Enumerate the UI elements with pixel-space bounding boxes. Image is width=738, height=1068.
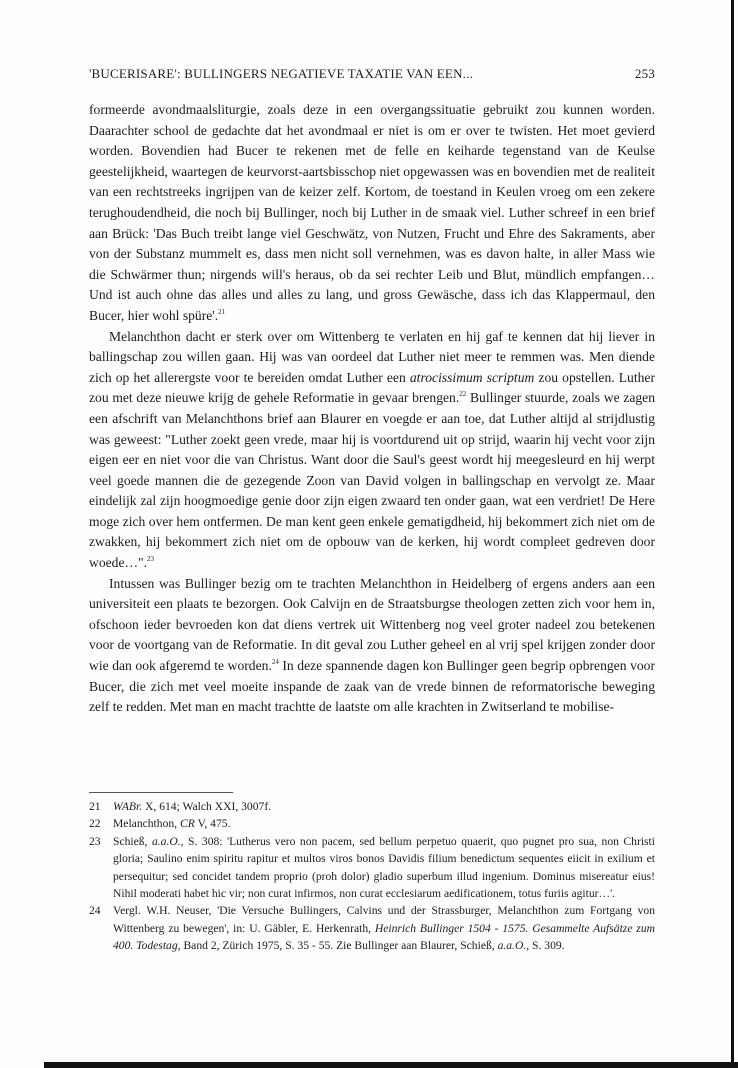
paragraph-3: Intussen was Bullinger bezig om te trachten Melanchthon in Heidelberg of ergens anders aan een universiteit een plaats te bezorgen. Ook Calvijn en de Straatsburgse theologen zetten zich voor hem in, ofschoon ieder bevroeden kon dat diens vertrek uit Wittenberg nog veel groter nadeel zou betekenen voor de voortgang van de Reformatie. In dit geval zou Luther geheel en al vrij spel krijgen zonder door wie dan ook afgeremd te worden.$^{24}$ In deze spannende dagen kon Bullinger geen begrip opbrengen voor Bucer, die zich met veel moeite inspande de zaak van de vrede binnen de reformatorische beweging zelf te redden. Met man en macht trachtte de laatste om alle krachten in Zwitserland te mobilise- bbox=[89, 575, 656, 715]
scan-edge-right bbox=[731, 0, 734, 1068]
footnote-24: 24 Vergl. W.H. Neuser, 'Die Versuche Bullingers, Calvins und der Strassburger, Melanchthon zum Fortgang von Wittenberg zu bewegen', in: U. Gäbler, E. Herkenrath, Heinrich Bullinger 1504 - 1575. Gesammelte Aufsätze zum 400. Todestag, Band 2, Zürich 1975, S. 35 - 55. Zie Bullinger aan Blaurer, Schieß, a.a.O., S. 309. bbox=[89, 904, 655, 953]
paragraph-2: Melanchthon dacht er sterk over om Wittenberg te verlaten en hij gaf te kennen dat hij liever in ballingschap zou willen gaan. Hij was van oordeel dat Luther niet meer te remmen was. Men diende zich op het allerergste voor te bereiden omdat Luther een atrocissimum scriptum zou opstellen. Luther zou met deze nieuwe krijg de gehele Reformatie in gevaar brengen.$^{22}$ Bullinger stuurde, zoals we zagen een afschrift van Melanchthons brief aan Blaurer en voegde er aan toe, dat Luther altijd al strijdlustig was geweest: "Luther zoekt geen vrede, maar hij is voortdurend uit op strijd, waarin hij vecht voor zijn eigen eer en niet voor die van Christus. Want door die Saul's geest wordt hij meegesleurd en hij werpt veel goede mannen die de gezegende Zoon van David volgen in ballingschap en vervolgt ze. Maar eindelijk zal zijn hoogmoedige genie door zijn eigen zwaard ten onder gaan, wat een verdriet! De Here moge zich over hem ontfermen. De man kent geen enkele gematigdheid, hij bekommert zich niet om de zwakken, hij bekommert zich niet om de opbouw van de kerken, hij wordt compleet gedreven door woede…".$^{23}$ bbox=[89, 328, 656, 571]
running-header bbox=[89, 66, 655, 82]
footnote-22: 22 Melanchthon, CR V, 475. bbox=[89, 817, 231, 831]
paragraph-1: formeerde avondmaalsliturgie, zoals deze in een overgangssituatie gebruikt zou kunnen worden. Daarachter school de gedachte dat het avondmaal er niet is om er over te twisten. Het moet gevierd worden. Bovendien had Bucer te rekenen met de felle en keiharde tegenstand van de Keulse geestelijkheid, waartegen de keurvorst-aartsbisschop niet opgewassen was en bovendien met de realiteit van een rechtstreeks ingrijpen van de keizer zelf. Kortom, de toestand in Keulen vroeg om een zekere terughoudendheid, die noch bij Bullinger, noch bij Luther in de smaak viel. Luther schreef in een brief aan Brück: 'Das Buch treibt lange viel Geschwätz, von Nutzen, Frucht und Ehre des Sakraments, aber von der Substanz mummelt es, dass men nicht soll vernehmen, was es davon halte, in aller Mass wie die Schwärmer thun; nirgends will's heraus, ob da sei rechter Leib und Blut, mündlich empfangen…Und ist auch ohne das alles und alles zu lang, und gross Gewäsche, dass ich das Klappermaul, den Bucer, hier wohl spüre'.$^{21}$ bbox=[89, 102, 655, 323]
footnote-divider bbox=[89, 792, 233, 793]
running-title: 'BUCERISARE': BULLINGERS NEGATIEVE TAXATIE VAN EEN... bbox=[89, 66, 474, 81]
footnotes bbox=[89, 798, 655, 955]
footnote-ref-23: 23 bbox=[147, 555, 155, 564]
footnote-21: 21 WABr. X, 614; Walch XXI, 3007f. bbox=[89, 800, 272, 813]
scan-edge-bottom bbox=[44, 1062, 738, 1068]
main-text bbox=[89, 100, 655, 718]
page-number: 253 bbox=[634, 66, 655, 81]
footnote-ref-21: 21 bbox=[218, 307, 226, 316]
footnote-ref-24: 24 bbox=[271, 658, 279, 667]
footnote-23: 23 Schieß, a.a.O., S. 308: 'Lutherus vero non pacem, sed bellum perpetuo quaerit, quo pugnet pro sua, non Christi gloria; Saulino enim spiritu rapitur et multos viros bonos Davidis filium benedictum sequentes eiicit in exilium et persequitur; sed concidet tandem proprio (proh dolor) gladio superbum illud ingenium. Dominus misereatur eius! Nihil moderati habet hic vir; non curat infirmos, non curat ecclesiarum aedificationem, totus furiis agitur…'. bbox=[89, 834, 656, 901]
footnote-ref-22: 22 bbox=[459, 390, 467, 399]
